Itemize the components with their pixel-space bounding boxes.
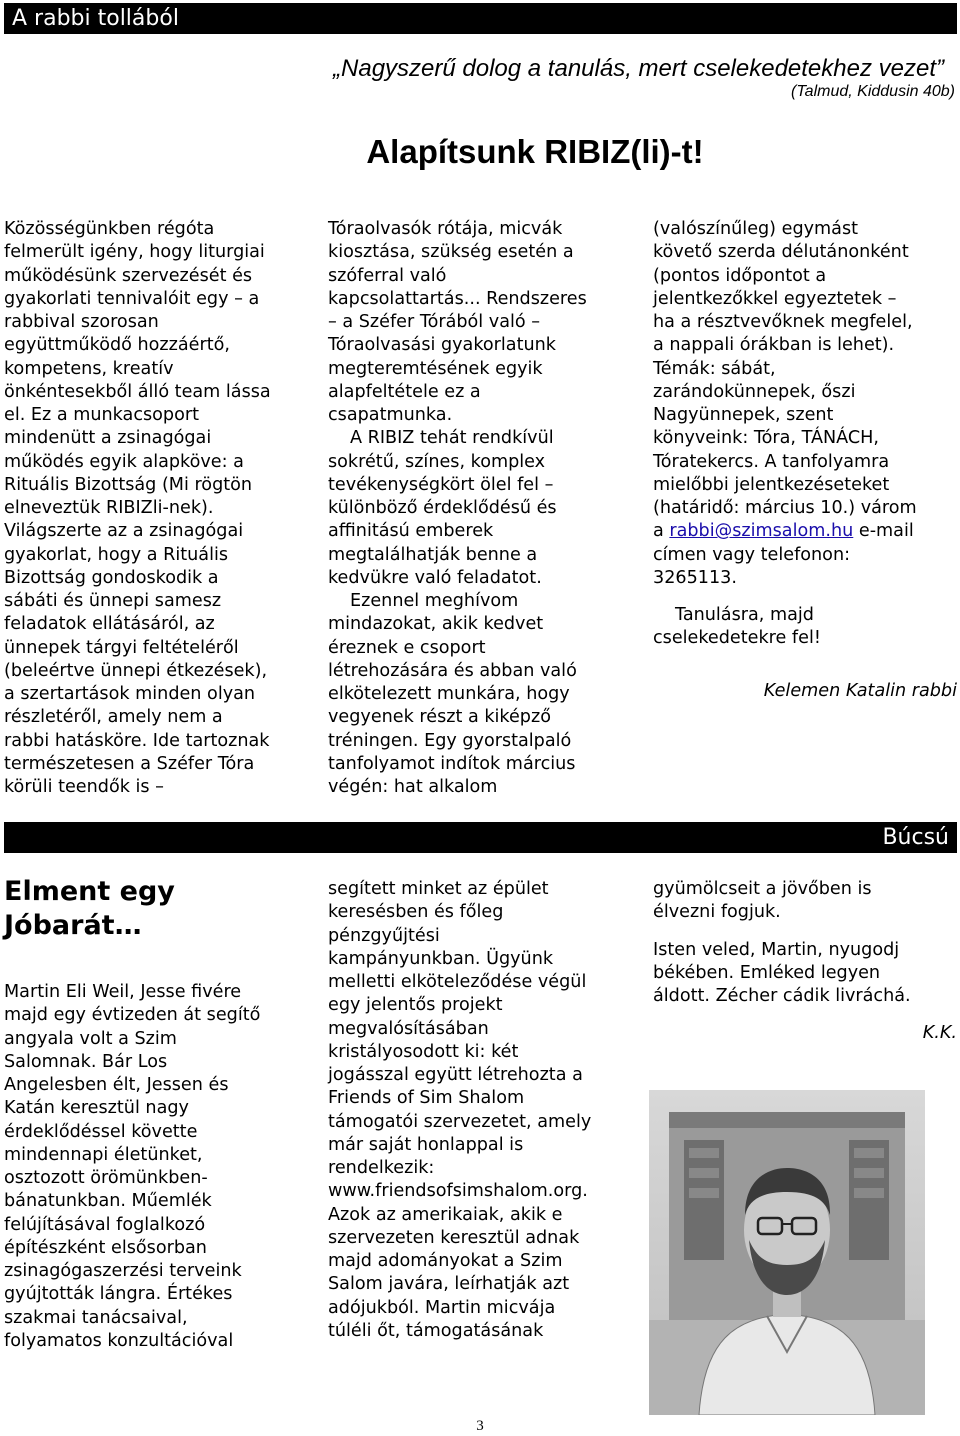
paragraph: gyümölcseit a jövőben is élvezni fogjuk. <box>653 879 872 923</box>
paragraph: Ezennel meghívom mindazokat, akik kedvet éreznek e csoport létrehozására és abban való elkötelezett munkára, hogy vegyenek részt a kiképző tréningen. Egy gyorstalpaló tanfolyamot indítok március végén: hat alkalom <box>328 591 577 797</box>
portrait-photo <box>649 1090 925 1415</box>
paragraph: Martin Eli Weil, Jesse fivére majd egy évtizeden át segítő angyala volt a Szim Salomnak. Bár Los Angelesben élt, Jessen és Katán keresztül nagy érdeklődéssel követte mindennapi életünket, osztozott örömünkben- bánatunkban. Műemlék felújításával foglalkozó építészként elsősorban zsinagógaszerzési terveink gyújtották lángra. Értékes szakmai tanácsaival, folyamatos konzultációval <box>4 982 261 1351</box>
page-number: 3 <box>476 1418 484 1434</box>
spacer <box>653 651 957 680</box>
article-headline: Elment egy Jóbarát… <box>4 876 175 941</box>
article-column-2 <box>328 218 640 799</box>
section-header-bar <box>4 822 957 853</box>
spacer <box>653 925 957 939</box>
epigraph-quote: „Nagyszerű dolog a tanulás, mert cselekedetekhez vezet” <box>333 55 944 82</box>
closing-line: Tanulásra, majd cselekedetekre fel! <box>653 605 821 649</box>
paragraph-text: (valószínűleg) egymást követő szerda délutánonként (pontos időpontot a jelentkezőkkel egyeztetek – ha a résztvevőknek megfelel, a nappali órákban is lehet). Témák: sábát, zarándokünnepek, őszi Nagyünnepek, szent könyveink: Tóra, TÁNÁCH, Tóratekercs. A tanfolyamra mielőbbi jelentkezéseteket (határidő: március 10.) várom a <box>653 219 917 542</box>
paragraph: A RIBIZ tehát rendkívül sokrétű, színes, komplex tevékenységkört ölel fel – különböző érdeklődésű és affinitású emberek megtalálhatják benne a kedvükre való feladatot. <box>328 428 557 588</box>
spacer <box>653 1008 957 1022</box>
epigraph-source: (Talmud, Kiddusin 40b) <box>791 83 955 100</box>
signature: Kelemen Katalin rabbi <box>763 680 957 701</box>
article-column-2 <box>328 878 640 1343</box>
article-column-1 <box>4 218 316 799</box>
paragraph: segített minket az épület keresésben és főleg pénzgyűjtési kampányunkban. Ügyünk melletti elköteleződése végül egy jelentős projekt megvalósításában kristályosodott ki: két jogásszal együtt létrehozta a Friends of Sim Shalom támogatói szervezetet, amely már saját honlappal is rendelkezik: www.friendsofsimshalom.org. Azok az amerikaiak, akik e szervezeten keresztül adnak majd adományokat a Szim Salom javára, leírhatják azt adójukból. Martin micvája túléli őt, támogatásának <box>328 879 592 1341</box>
signature-initials: K.K. <box>922 1023 957 1044</box>
section-header-bar <box>4 3 957 34</box>
spacer <box>653 590 957 604</box>
paragraph: Közösségünkben régóta felmerült igény, hogy liturgiai működésünk szervezését és gyakorlati tennivalóit egy – a rabbival szorosan együttműködő hozzáértő, kompetens, kreatív önkéntesekből álló team lássa el. Ez a munkacsoport mindenütt a zsinagógai működés egyik alapköve: a Rituális Bizottság (Mi rögtön elneveztük RIBIZli-nek). Világszerte az a zsinagógai gyakorlat, hogy a Rituális Bizottság gondoskodik a sábáti és ünnepi samesz feladatok ellátásáról, az ünnepek tárgyi feltételéről (beleértve ünnepi étkezések), a szertartások minden olyan részletéről, amely nem a rabbi hatásköre. Ide tartoznak természetesen a Széfer Tóra körüli teendők is – <box>4 219 271 797</box>
paragraph <box>653 218 957 590</box>
section-title: Búcsú <box>882 825 949 850</box>
email-link[interactable]: rabbi@szimsalom.hu <box>669 521 854 542</box>
paragraph: Tóraolvasók rótája, micvák kiosztása, szükség esetén a szóferral való kapcsolattartás... Rendszeres – a Széfer Tórából való – Tóraolvasási gyakorlatunk megteremtésének egyik alapfeltétele ez a csapatmunka. <box>328 219 587 425</box>
article-headline: Alapítsunk RIBIZ(li)-t! <box>366 133 704 170</box>
paragraph: Isten veled, Martin, nyugodj békében. Emléked legyen áldott. Zécher cádik livráchá. <box>653 939 911 1006</box>
article-column-3 <box>653 218 957 703</box>
article-column-3 <box>653 878 957 1046</box>
paragraph-text: e-mail címen vagy telefonon: 3265113. <box>653 521 914 588</box>
article-column-1 <box>4 981 316 1353</box>
section-title: A rabbi tollából <box>12 6 179 31</box>
